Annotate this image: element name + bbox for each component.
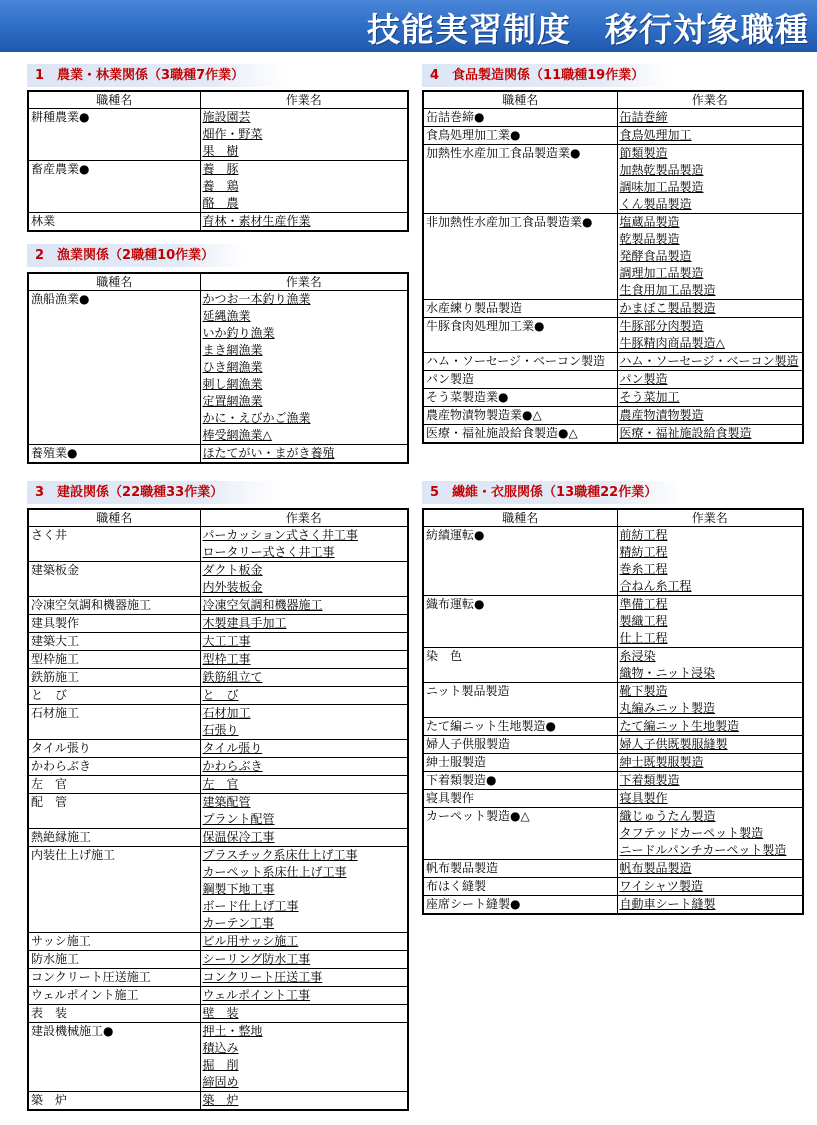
column-header-job: 職種名 bbox=[28, 273, 200, 291]
table-row bbox=[423, 736, 803, 754]
job-name-cell: 食鳥処理加工業● bbox=[423, 127, 617, 145]
table-row bbox=[28, 758, 408, 776]
work-name-cell: 糸浸染 bbox=[617, 648, 803, 666]
job-name-cell: 配 管 bbox=[28, 794, 200, 829]
table-agriculture bbox=[27, 90, 409, 232]
work-name-cell: 積込み bbox=[200, 1040, 408, 1057]
job-name-cell: 表 装 bbox=[28, 1005, 200, 1023]
table-row bbox=[28, 951, 408, 969]
job-name-cell: パン製造 bbox=[423, 371, 617, 389]
table-row bbox=[423, 145, 803, 163]
column-header-work: 作業名 bbox=[200, 273, 408, 291]
table-row bbox=[28, 633, 408, 651]
job-name-cell: 防水施工 bbox=[28, 951, 200, 969]
work-name-cell: ビル用サッシ施工 bbox=[200, 933, 408, 951]
job-name-cell: 寝具製作 bbox=[423, 790, 617, 808]
table-row bbox=[28, 829, 408, 847]
table-row bbox=[423, 878, 803, 896]
work-name-cell: ほたてがい・まがき養殖 bbox=[200, 445, 408, 464]
work-name-cell: 婦人子供既製服縫製 bbox=[617, 736, 803, 754]
work-name-cell: パーカッション式さく井工事 bbox=[200, 527, 408, 545]
table-row bbox=[423, 353, 803, 371]
work-name-cell: シーリング防水工事 bbox=[200, 951, 408, 969]
work-name-cell: 下着類製造 bbox=[617, 772, 803, 790]
work-name-cell: 牛豚部分肉製造 bbox=[617, 318, 803, 336]
work-name-cell: パン製造 bbox=[617, 371, 803, 389]
work-name-cell: 築 炉 bbox=[200, 1092, 408, 1111]
work-name-cell: 冷凍空気調和機器施工 bbox=[200, 597, 408, 615]
job-name-cell: 鉄筋施工 bbox=[28, 669, 200, 687]
table-row bbox=[28, 651, 408, 669]
table-row bbox=[28, 445, 408, 464]
work-name-cell: 医療・福祉施設給食製造 bbox=[617, 425, 803, 444]
work-name-cell: 製織工程 bbox=[617, 613, 803, 630]
work-name-cell: 節類製造 bbox=[617, 145, 803, 163]
work-name-cell: 鉄筋組立て bbox=[200, 669, 408, 687]
job-name-cell: 石材施工 bbox=[28, 705, 200, 740]
table-row bbox=[28, 527, 408, 545]
column-header-job: 職種名 bbox=[28, 91, 200, 109]
table-row bbox=[28, 969, 408, 987]
job-name-cell: 建築板金 bbox=[28, 562, 200, 597]
work-name-cell: ダクト板金 bbox=[200, 562, 408, 580]
work-name-cell: 巻糸工程 bbox=[617, 561, 803, 578]
work-name-cell: コンクリート圧送工事 bbox=[200, 969, 408, 987]
job-name-cell: そう菜製造業● bbox=[423, 389, 617, 407]
job-name-cell: 帆布製品製造 bbox=[423, 860, 617, 878]
table-row bbox=[28, 705, 408, 723]
table-row bbox=[28, 109, 408, 127]
table-row bbox=[423, 214, 803, 232]
table-row bbox=[423, 896, 803, 915]
job-name-cell: 左 官 bbox=[28, 776, 200, 794]
work-name-cell: 織物・ニット浸染 bbox=[617, 665, 803, 683]
work-name-cell: ボード仕上げ工事 bbox=[200, 898, 408, 915]
work-name-cell: 建築配管 bbox=[200, 794, 408, 812]
work-name-cell: 合ねん糸工程 bbox=[617, 578, 803, 596]
job-name-cell: 下着類製造● bbox=[423, 772, 617, 790]
job-name-cell: 医療・福祉施設給食製造●△ bbox=[423, 425, 617, 444]
work-name-cell: 内外装板金 bbox=[200, 579, 408, 597]
work-name-cell: 仕上工程 bbox=[617, 630, 803, 648]
table-row bbox=[423, 425, 803, 444]
table-row bbox=[28, 933, 408, 951]
table-row bbox=[28, 987, 408, 1005]
job-name-cell: 加熱性水産加工食品製造業● bbox=[423, 145, 617, 214]
work-name-cell: 缶詰巻締 bbox=[617, 109, 803, 127]
work-name-cell: 養 鶏 bbox=[200, 178, 408, 195]
column-header-work: 作業名 bbox=[617, 509, 803, 527]
work-name-cell: 紳士既製服製造 bbox=[617, 754, 803, 772]
work-name-cell: 前紡工程 bbox=[617, 527, 803, 545]
job-name-cell: 漁船漁業● bbox=[28, 291, 200, 445]
job-name-cell: ニット製品製造 bbox=[423, 683, 617, 718]
job-name-cell: 建具製作 bbox=[28, 615, 200, 633]
column-header-work: 作業名 bbox=[200, 91, 408, 109]
work-name-cell: ハム・ソーセージ・ベーコン製造 bbox=[617, 353, 803, 371]
work-name-cell: 帆布製品製造 bbox=[617, 860, 803, 878]
job-name-cell: かわらぶき bbox=[28, 758, 200, 776]
job-name-cell: 冷凍空気調和機器施工 bbox=[28, 597, 200, 615]
job-name-cell: コンクリート圧送施工 bbox=[28, 969, 200, 987]
work-name-cell: ワイシャツ製造 bbox=[617, 878, 803, 896]
work-name-cell: 生食用加工品製造 bbox=[617, 282, 803, 300]
job-name-cell: 非加熱性水産加工食品製造業● bbox=[423, 214, 617, 300]
column-header-job: 職種名 bbox=[28, 509, 200, 527]
job-name-cell: 牛豚食肉処理加工業● bbox=[423, 318, 617, 353]
work-name-cell: 定置網漁業 bbox=[200, 393, 408, 410]
work-name-cell: かつお一本釣り漁業 bbox=[200, 291, 408, 309]
work-name-cell: 調味加工品製造 bbox=[617, 179, 803, 196]
job-name-cell: 缶詰巻締● bbox=[423, 109, 617, 127]
job-name-cell: 林業 bbox=[28, 213, 200, 232]
work-name-cell: かまぼこ製品製造 bbox=[617, 300, 803, 318]
table-row bbox=[423, 860, 803, 878]
work-name-cell: 乾製品製造 bbox=[617, 231, 803, 248]
work-name-cell: 型枠工事 bbox=[200, 651, 408, 669]
work-name-cell: カーテン工事 bbox=[200, 915, 408, 933]
work-name-cell: タフテッドカーペット製造 bbox=[617, 825, 803, 842]
table-row bbox=[28, 562, 408, 580]
table-row bbox=[423, 389, 803, 407]
job-name-cell: 建築大工 bbox=[28, 633, 200, 651]
table-row bbox=[28, 615, 408, 633]
work-name-cell: 施設園芸 bbox=[200, 109, 408, 127]
table-row bbox=[423, 772, 803, 790]
table-row bbox=[28, 847, 408, 865]
job-name-cell: 築 炉 bbox=[28, 1092, 200, 1111]
table-row bbox=[423, 718, 803, 736]
job-name-cell: ウェルポイント施工 bbox=[28, 987, 200, 1005]
job-name-cell: 農産物漬物製造業●△ bbox=[423, 407, 617, 425]
work-name-cell: かわらぶき bbox=[200, 758, 408, 776]
table-row bbox=[28, 597, 408, 615]
section-title-construction: 3 建設関係（22職種33作業） bbox=[27, 481, 277, 504]
table-row bbox=[28, 213, 408, 232]
work-name-cell: くん製品製造 bbox=[617, 196, 803, 214]
table-construction bbox=[27, 508, 409, 1111]
table-row bbox=[423, 407, 803, 425]
job-name-cell: 紳士服製造 bbox=[423, 754, 617, 772]
job-name-cell: 水産練り製品製造 bbox=[423, 300, 617, 318]
header-banner bbox=[0, 0, 817, 52]
job-name-cell: 熱絶縁施工 bbox=[28, 829, 200, 847]
table-row bbox=[423, 808, 803, 826]
job-name-cell: 婦人子供服製造 bbox=[423, 736, 617, 754]
table-row bbox=[423, 300, 803, 318]
work-name-cell: プラント配管 bbox=[200, 811, 408, 829]
work-name-cell: ウェルポイント工事 bbox=[200, 987, 408, 1005]
work-name-cell: 精紡工程 bbox=[617, 544, 803, 561]
table-row bbox=[423, 754, 803, 772]
table-row bbox=[28, 776, 408, 794]
table-row bbox=[28, 291, 408, 309]
work-name-cell: 自動車シート縫製 bbox=[617, 896, 803, 915]
section-title-agriculture: 1 農業・林業関係（3職種7作業） bbox=[27, 64, 285, 87]
table-row bbox=[28, 1092, 408, 1111]
table-row bbox=[423, 790, 803, 808]
table-row bbox=[28, 794, 408, 812]
table-row bbox=[28, 687, 408, 705]
job-name-cell: タイル張り bbox=[28, 740, 200, 758]
work-name-cell: 石張り bbox=[200, 722, 408, 740]
table-row bbox=[423, 596, 803, 614]
work-name-cell: 準備工程 bbox=[617, 596, 803, 614]
work-name-cell: 掘 削 bbox=[200, 1057, 408, 1074]
work-name-cell: 石材加工 bbox=[200, 705, 408, 723]
table-row bbox=[28, 669, 408, 687]
work-name-cell: 延縄漁業 bbox=[200, 308, 408, 325]
work-name-cell: 寝具製作 bbox=[617, 790, 803, 808]
work-name-cell: 発酵食品製造 bbox=[617, 248, 803, 265]
job-name-cell: たて編ニット生地製造● bbox=[423, 718, 617, 736]
work-name-cell: 壁 装 bbox=[200, 1005, 408, 1023]
work-name-cell: いか釣り漁業 bbox=[200, 325, 408, 342]
work-name-cell: 調理加工品製造 bbox=[617, 265, 803, 282]
column-header-job: 職種名 bbox=[423, 509, 617, 527]
job-name-cell: 座席シート縫製● bbox=[423, 896, 617, 915]
table-textile bbox=[422, 508, 804, 915]
table-row bbox=[423, 683, 803, 701]
work-name-cell: ニードルパンチカーペット製造 bbox=[617, 842, 803, 860]
table-row bbox=[423, 318, 803, 336]
work-name-cell: 酪 農 bbox=[200, 195, 408, 213]
work-name-cell: 鋼製下地工事 bbox=[200, 881, 408, 898]
work-name-cell: 押土・整地 bbox=[200, 1023, 408, 1041]
column-header-work: 作業名 bbox=[200, 509, 408, 527]
job-name-cell: 織布運転● bbox=[423, 596, 617, 648]
job-name-cell: 紡績運転● bbox=[423, 527, 617, 596]
work-name-cell: 農産物漬物製造 bbox=[617, 407, 803, 425]
job-name-cell: 染 色 bbox=[423, 648, 617, 683]
work-name-cell: 刺し網漁業 bbox=[200, 376, 408, 393]
column-header-work: 作業名 bbox=[617, 91, 803, 109]
table-row bbox=[28, 1023, 408, 1041]
job-name-cell: 畜産農業● bbox=[28, 161, 200, 213]
work-name-cell: 丸編みニット製造 bbox=[617, 700, 803, 718]
job-name-cell: 内装仕上げ施工 bbox=[28, 847, 200, 933]
work-name-cell: 牛豚精肉商品製造△ bbox=[617, 335, 803, 353]
work-name-cell: ロータリー式さく井工事 bbox=[200, 544, 408, 562]
table-row bbox=[28, 740, 408, 758]
work-name-cell: まき網漁業 bbox=[200, 342, 408, 359]
table-row bbox=[423, 371, 803, 389]
table-row bbox=[28, 1005, 408, 1023]
work-name-cell: 保温保冷工事 bbox=[200, 829, 408, 847]
table-food bbox=[422, 90, 804, 444]
job-name-cell: 養殖業● bbox=[28, 445, 200, 464]
job-name-cell: カーペット製造●△ bbox=[423, 808, 617, 860]
column-header-job: 職種名 bbox=[423, 91, 617, 109]
work-name-cell: 大工工事 bbox=[200, 633, 408, 651]
work-name-cell: 棒受網漁業△ bbox=[200, 427, 408, 445]
job-name-cell: と び bbox=[28, 687, 200, 705]
work-name-cell: かに・えびかご漁業 bbox=[200, 410, 408, 427]
work-name-cell: 木製建具手加工 bbox=[200, 615, 408, 633]
table-fishery bbox=[27, 272, 409, 464]
job-name-cell: サッシ施工 bbox=[28, 933, 200, 951]
work-name-cell: と び bbox=[200, 687, 408, 705]
work-name-cell: ひき網漁業 bbox=[200, 359, 408, 376]
job-name-cell: 建設機械施工● bbox=[28, 1023, 200, 1092]
work-name-cell: そう菜加工 bbox=[617, 389, 803, 407]
table-row bbox=[423, 127, 803, 145]
work-name-cell: 織じゅうたん製造 bbox=[617, 808, 803, 826]
work-name-cell: タイル張り bbox=[200, 740, 408, 758]
work-name-cell: 塩蔵品製造 bbox=[617, 214, 803, 232]
work-name-cell: プラスチック系床仕上げ工事 bbox=[200, 847, 408, 865]
work-name-cell: 左 官 bbox=[200, 776, 408, 794]
work-name-cell: 養 豚 bbox=[200, 161, 408, 179]
work-name-cell: 加熱乾製品製造 bbox=[617, 162, 803, 179]
job-name-cell: 型枠施工 bbox=[28, 651, 200, 669]
work-name-cell: 食鳥処理加工 bbox=[617, 127, 803, 145]
table-row bbox=[423, 109, 803, 127]
section-title-textile: 5 繊維・衣服関係（13職種22作業） bbox=[422, 481, 684, 504]
work-name-cell: カーペット系床仕上げ工事 bbox=[200, 864, 408, 881]
job-name-cell: ハム・ソーセージ・ベーコン製造 bbox=[423, 353, 617, 371]
work-name-cell: たて編ニット生地製造 bbox=[617, 718, 803, 736]
work-name-cell: 育林・素材生産作業 bbox=[200, 213, 408, 232]
section-title-fishery: 2 漁業関係（2職種10作業） bbox=[27, 244, 245, 267]
table-row bbox=[28, 161, 408, 179]
table-row bbox=[423, 527, 803, 545]
job-name-cell: 耕種農業● bbox=[28, 109, 200, 161]
work-name-cell: 締固め bbox=[200, 1074, 408, 1092]
job-name-cell: さく井 bbox=[28, 527, 200, 562]
work-name-cell: 靴下製造 bbox=[617, 683, 803, 701]
work-name-cell: 畑作・野菜 bbox=[200, 126, 408, 143]
table-row bbox=[423, 648, 803, 666]
page-title: 技能実習制度 移行対象職種 bbox=[367, 10, 809, 49]
work-name-cell: 果 樹 bbox=[200, 143, 408, 161]
job-name-cell: 布はく縫製 bbox=[423, 878, 617, 896]
section-title-food: 4 食品製造関係（11職種19作業） bbox=[422, 64, 670, 87]
